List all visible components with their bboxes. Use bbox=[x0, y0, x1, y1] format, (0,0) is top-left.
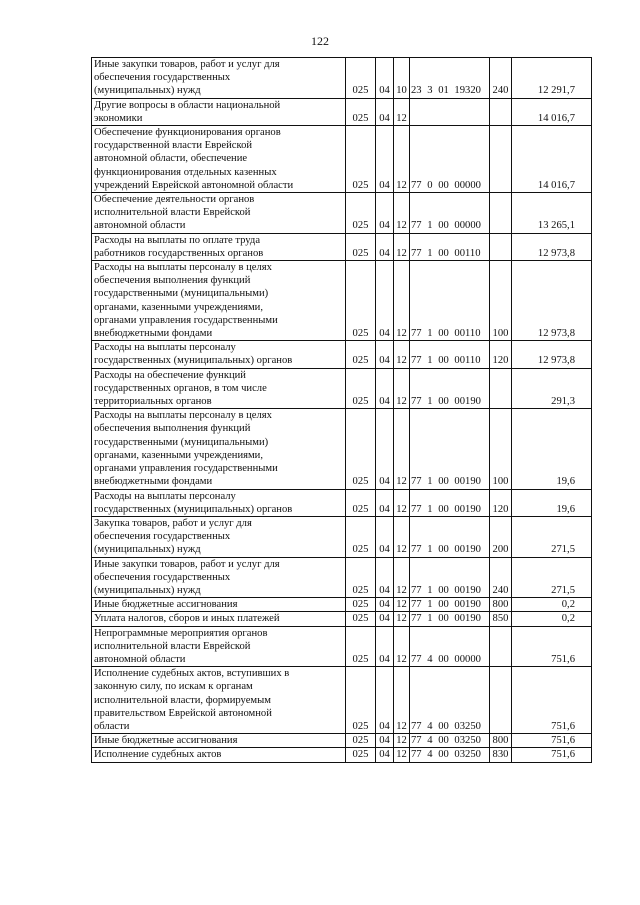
table-row bbox=[92, 748, 592, 762]
row-csr: 77 4 00 03250 bbox=[410, 667, 490, 734]
row-vr: 100 bbox=[490, 409, 512, 489]
row-csr: 77 1 00 00110 bbox=[410, 261, 490, 341]
row-pr: 12 bbox=[394, 193, 410, 234]
row-name: Исполнение судебных актов bbox=[92, 748, 346, 762]
row-rz: 04 bbox=[376, 489, 394, 516]
row-csr: 77 1 00 00190 bbox=[410, 557, 490, 598]
row-pr: 12 bbox=[394, 489, 410, 516]
row-rz: 04 bbox=[376, 261, 394, 341]
row-name: Обеспечение деятельности органов исполнительной власти Еврейской автономной области bbox=[92, 193, 346, 234]
row-vr: 120 bbox=[490, 341, 512, 368]
page-number: 122 bbox=[311, 34, 329, 48]
row-sum: 291,3 bbox=[512, 368, 592, 409]
table-row bbox=[92, 126, 592, 193]
row-sum: 751,6 bbox=[512, 734, 592, 748]
row-csr: 77 4 00 03250 bbox=[410, 748, 490, 762]
row-name: Другие вопросы в области национальной экономики bbox=[92, 98, 346, 125]
row-sum: 751,6 bbox=[512, 667, 592, 734]
row-rz: 04 bbox=[376, 368, 394, 409]
row-sum: 271,5 bbox=[512, 557, 592, 598]
row-name: Закупка товаров, работ и услуг для обеспечения государственных (муниципальных) нужд bbox=[92, 516, 346, 557]
table-row bbox=[92, 409, 592, 489]
row-gr: 025 bbox=[346, 734, 376, 748]
row-gr: 025 bbox=[346, 126, 376, 193]
row-vr bbox=[490, 626, 512, 667]
row-vr bbox=[490, 667, 512, 734]
row-vr: 240 bbox=[490, 557, 512, 598]
row-pr: 12 bbox=[394, 748, 410, 762]
row-name: Исполнение судебных актов, вступивших в законную силу, по искам к органам исполнительной власти, формируемым правительством Еврейской автономной области bbox=[92, 667, 346, 734]
row-rz: 04 bbox=[376, 748, 394, 762]
row-name: Расходы на выплаты персоналу в целях обеспечения выполнения функций государственными (муниципальными) органами, казенными учреждениями, органами управления государственными внебюджетными фондами bbox=[92, 409, 346, 489]
row-vr bbox=[490, 368, 512, 409]
row-gr: 025 bbox=[346, 409, 376, 489]
row-sum: 14 016,7 bbox=[512, 126, 592, 193]
row-csr: 77 4 00 00000 bbox=[410, 626, 490, 667]
row-rz: 04 bbox=[376, 233, 394, 260]
row-vr: 200 bbox=[490, 516, 512, 557]
row-gr: 025 bbox=[346, 233, 376, 260]
row-csr: 77 1 00 00190 bbox=[410, 409, 490, 489]
row-name: Иные закупки товаров, работ и услуг для обеспечения государственных (муниципальных) нужд bbox=[92, 58, 346, 99]
row-gr: 025 bbox=[346, 626, 376, 667]
row-rz: 04 bbox=[376, 612, 394, 626]
row-csr: 77 1 00 00110 bbox=[410, 233, 490, 260]
row-pr: 12 bbox=[394, 734, 410, 748]
row-csr: 77 1 00 00000 bbox=[410, 193, 490, 234]
row-name: Уплата налогов, сборов и иных платежей bbox=[92, 612, 346, 626]
budget-table bbox=[91, 57, 592, 763]
row-vr: 830 bbox=[490, 748, 512, 762]
row-csr bbox=[410, 98, 490, 125]
row-csr: 77 4 00 03250 bbox=[410, 734, 490, 748]
row-gr: 025 bbox=[346, 98, 376, 125]
table-row bbox=[92, 734, 592, 748]
row-csr: 77 1 00 00190 bbox=[410, 489, 490, 516]
row-rz: 04 bbox=[376, 734, 394, 748]
row-vr: 850 bbox=[490, 612, 512, 626]
row-csr: 77 0 00 00000 bbox=[410, 126, 490, 193]
row-csr: 77 1 00 00110 bbox=[410, 341, 490, 368]
row-name: Иные закупки товаров, работ и услуг для обеспечения государственных (муниципальных) нужд bbox=[92, 557, 346, 598]
row-sum: 14 016,7 bbox=[512, 98, 592, 125]
row-rz: 04 bbox=[376, 516, 394, 557]
table-body bbox=[92, 58, 592, 763]
row-sum: 12 291,7 bbox=[512, 58, 592, 99]
row-gr: 025 bbox=[346, 516, 376, 557]
row-pr: 12 bbox=[394, 598, 410, 612]
row-gr: 025 bbox=[346, 261, 376, 341]
row-rz: 04 bbox=[376, 193, 394, 234]
row-rz: 04 bbox=[376, 598, 394, 612]
table-row bbox=[92, 233, 592, 260]
row-pr: 12 bbox=[394, 261, 410, 341]
row-sum: 751,6 bbox=[512, 748, 592, 762]
row-rz: 04 bbox=[376, 98, 394, 125]
row-gr: 025 bbox=[346, 612, 376, 626]
row-sum: 12 973,8 bbox=[512, 341, 592, 368]
table-row bbox=[92, 489, 592, 516]
row-gr: 025 bbox=[346, 598, 376, 612]
row-name: Иные бюджетные ассигнования bbox=[92, 598, 346, 612]
row-gr: 025 bbox=[346, 58, 376, 99]
table-row bbox=[92, 341, 592, 368]
row-gr: 025 bbox=[346, 748, 376, 762]
row-pr: 12 bbox=[394, 126, 410, 193]
row-csr: 77 1 00 00190 bbox=[410, 598, 490, 612]
row-sum: 12 973,8 bbox=[512, 261, 592, 341]
row-gr: 025 bbox=[346, 557, 376, 598]
table-row bbox=[92, 193, 592, 234]
row-pr: 12 bbox=[394, 341, 410, 368]
row-sum: 19,6 bbox=[512, 409, 592, 489]
row-name: Расходы на выплаты персоналу государственных (муниципальных) органов bbox=[92, 489, 346, 516]
row-vr bbox=[490, 126, 512, 193]
row-name: Иные бюджетные ассигнования bbox=[92, 734, 346, 748]
table-row bbox=[92, 58, 592, 99]
row-name: Непрограммные мероприятия органов исполнительной власти Еврейской автономной области bbox=[92, 626, 346, 667]
table-row bbox=[92, 261, 592, 341]
row-csr: 77 1 00 00190 bbox=[410, 516, 490, 557]
row-name: Расходы на выплаты персоналу государственных (муниципальных) органов bbox=[92, 341, 346, 368]
row-pr: 12 bbox=[394, 516, 410, 557]
row-pr: 12 bbox=[394, 612, 410, 626]
row-pr: 10 bbox=[394, 58, 410, 99]
row-vr: 100 bbox=[490, 261, 512, 341]
row-sum: 0,2 bbox=[512, 612, 592, 626]
row-vr bbox=[490, 98, 512, 125]
row-rz: 04 bbox=[376, 126, 394, 193]
row-pr: 12 bbox=[394, 667, 410, 734]
row-vr bbox=[490, 233, 512, 260]
row-gr: 025 bbox=[346, 489, 376, 516]
row-pr: 12 bbox=[394, 98, 410, 125]
row-sum: 19,6 bbox=[512, 489, 592, 516]
row-sum: 13 265,1 bbox=[512, 193, 592, 234]
row-sum: 0,2 bbox=[512, 598, 592, 612]
row-csr: 77 1 00 00190 bbox=[410, 612, 490, 626]
row-sum: 751,6 bbox=[512, 626, 592, 667]
table-row bbox=[92, 368, 592, 409]
row-gr: 025 bbox=[346, 193, 376, 234]
row-rz: 04 bbox=[376, 626, 394, 667]
table-row bbox=[92, 612, 592, 626]
row-vr: 800 bbox=[490, 734, 512, 748]
row-pr: 12 bbox=[394, 626, 410, 667]
row-pr: 12 bbox=[394, 368, 410, 409]
row-gr: 025 bbox=[346, 341, 376, 368]
row-rz: 04 bbox=[376, 557, 394, 598]
row-vr: 240 bbox=[490, 58, 512, 99]
row-sum: 12 973,8 bbox=[512, 233, 592, 260]
table-row bbox=[92, 98, 592, 125]
row-name: Расходы на обеспечение функций государственных органов, в том числе территориальных органов bbox=[92, 368, 346, 409]
row-name: Расходы на выплаты персоналу в целях обеспечения выполнения функций государственными (муниципальными) органами, казенными учреждениями, органами управления государственными внебюджетными фондами bbox=[92, 261, 346, 341]
table-row bbox=[92, 516, 592, 557]
row-vr bbox=[490, 193, 512, 234]
table-row bbox=[92, 626, 592, 667]
row-gr: 025 bbox=[346, 368, 376, 409]
row-csr: 23 3 01 19320 bbox=[410, 58, 490, 99]
row-vr: 120 bbox=[490, 489, 512, 516]
row-rz: 04 bbox=[376, 341, 394, 368]
row-pr: 12 bbox=[394, 233, 410, 260]
row-name: Обеспечение функционирования органов государственной власти Еврейской автономной области, обеспечение функционирования отдельных казенных учреждений Еврейской автономной области bbox=[92, 126, 346, 193]
row-rz: 04 bbox=[376, 58, 394, 99]
table-row bbox=[92, 557, 592, 598]
row-pr: 12 bbox=[394, 409, 410, 489]
row-rz: 04 bbox=[376, 409, 394, 489]
table-row bbox=[92, 667, 592, 734]
row-vr: 800 bbox=[490, 598, 512, 612]
row-pr: 12 bbox=[394, 557, 410, 598]
table-row bbox=[92, 598, 592, 612]
row-name: Расходы на выплаты по оплате труда работников государственных органов bbox=[92, 233, 346, 260]
row-rz: 04 bbox=[376, 667, 394, 734]
row-gr: 025 bbox=[346, 667, 376, 734]
row-sum: 271,5 bbox=[512, 516, 592, 557]
row-csr: 77 1 00 00190 bbox=[410, 368, 490, 409]
